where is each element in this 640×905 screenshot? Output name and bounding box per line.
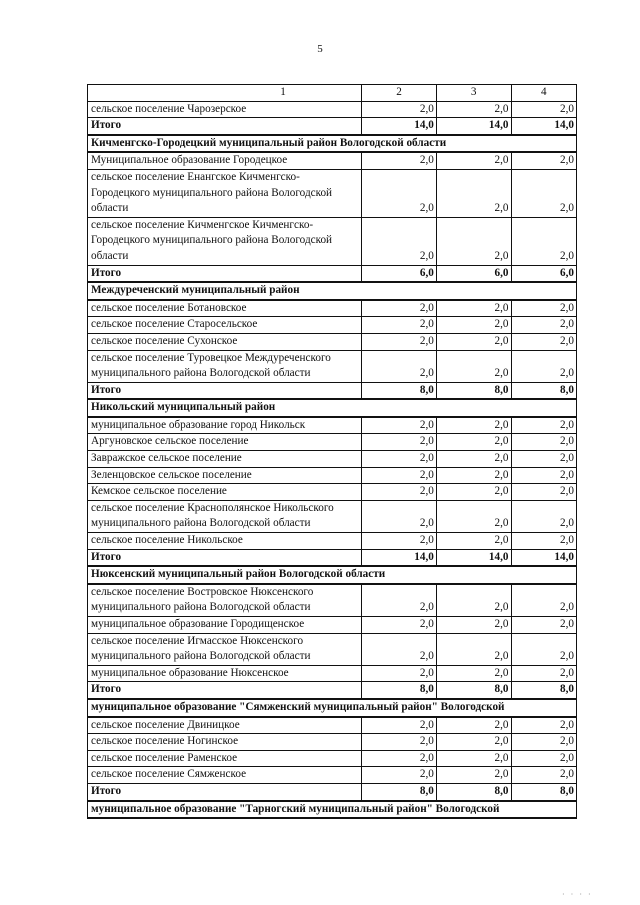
table-row — [88, 750, 577, 767]
value-cell-col4: 14,0 — [511, 549, 577, 566]
value-cell-col2: 2,0 — [362, 101, 437, 118]
value-cell-col3: 2,0 — [436, 484, 511, 501]
value-cell-col4: 14,0 — [511, 118, 577, 135]
value-cell-col4: 2,0 — [511, 584, 577, 617]
value-cell-col2: 2,0 — [362, 500, 437, 532]
value-cell-col4: 2,0 — [511, 750, 577, 767]
column-header-3: 3 — [436, 85, 511, 102]
value-cell-col4: 2,0 — [511, 317, 577, 334]
value-cell-col4: 2,0 — [511, 767, 577, 784]
table-row — [88, 451, 577, 468]
section-header-row — [88, 135, 577, 153]
table-row — [88, 734, 577, 751]
section-header-row — [88, 566, 577, 584]
section-title: муниципальное образование "Тарногский муниципальный район" Вологодской — [88, 801, 577, 819]
value-cell-col2: 2,0 — [362, 350, 437, 382]
table-row — [88, 665, 577, 682]
value-cell-col4: 8,0 — [511, 382, 577, 399]
value-cell-col3: 2,0 — [436, 101, 511, 118]
value-cell-col3: 2,0 — [436, 333, 511, 350]
value-cell-col4: 2,0 — [511, 350, 577, 382]
section-title: Никольский муниципальный район — [88, 399, 577, 417]
value-cell-col2: 6,0 — [362, 265, 437, 282]
settlement-name: сельское поселение Сухонское — [88, 333, 362, 350]
value-cell-col2: 2,0 — [362, 617, 437, 634]
value-cell-col3: 14,0 — [436, 549, 511, 566]
settlement-name: сельское поселение Востровское Нюксенского муниципального района Вологодской области — [88, 584, 362, 617]
value-cell-col2: 2,0 — [362, 484, 437, 501]
settlement-name: Кемское сельское поселение — [88, 484, 362, 501]
value-cell-col2: 2,0 — [362, 317, 437, 334]
total-row — [88, 265, 577, 282]
table-row — [88, 317, 577, 334]
section-header-row — [88, 399, 577, 417]
settlement-name: сельское поселение Чарозерское — [88, 101, 362, 118]
page-number: 5 — [317, 43, 323, 55]
value-cell-col3: 2,0 — [436, 217, 511, 265]
section-title: Нюксенский муниципальный район Вологодской области — [88, 566, 577, 584]
settlement-name: Муниципальное образование Городецкое — [88, 152, 362, 169]
value-cell-col3: 2,0 — [436, 734, 511, 751]
settlement-name: сельское поселение Туровецкое Междуреченского муниципального района Вологодской области — [88, 350, 362, 382]
value-cell-col3: 2,0 — [436, 451, 511, 468]
table-row — [88, 333, 577, 350]
value-cell-col2: 2,0 — [362, 665, 437, 682]
total-label: Итого — [88, 783, 362, 800]
column-header-4: 4 — [511, 85, 577, 102]
value-cell-col4: 2,0 — [511, 633, 577, 665]
value-cell-col3: 2,0 — [436, 152, 511, 169]
section-title: муниципальное образование "Сямженский муниципальный район" Вологодской — [88, 699, 577, 717]
table-row — [88, 152, 577, 169]
table-header-row — [88, 85, 577, 102]
value-cell-col2: 2,0 — [362, 217, 437, 265]
value-cell-col4: 2,0 — [511, 467, 577, 484]
settlement-name: Аргуновское сельское поселение — [88, 434, 362, 451]
settlement-name: сельское поселение Кичменгское Кичменгско-Городецкого муниципального района Вологодской области — [88, 217, 362, 265]
settlement-name: сельское поселение Сямженское — [88, 767, 362, 784]
value-cell-col4: 2,0 — [511, 169, 577, 217]
data-table — [87, 84, 577, 819]
value-cell-col4: 2,0 — [511, 152, 577, 169]
value-cell-col3: 2,0 — [436, 467, 511, 484]
value-cell-col4: 2,0 — [511, 300, 577, 317]
value-cell-col3: 2,0 — [436, 584, 511, 617]
settlement-name: муниципальное образование город Никольск — [88, 417, 362, 434]
column-header-2: 2 — [362, 85, 437, 102]
value-cell-col4: 8,0 — [511, 783, 577, 800]
value-cell-col2: 2,0 — [362, 451, 437, 468]
table-row — [88, 434, 577, 451]
value-cell-col3: 2,0 — [436, 434, 511, 451]
settlement-name: муниципальное образование Городищенское — [88, 617, 362, 634]
settlement-name: сельское поселение Старосельское — [88, 317, 362, 334]
section-title: Кичменгско-Городецкий муниципальный район Вологодской области — [88, 135, 577, 153]
table-row — [88, 767, 577, 784]
value-cell-col3: 8,0 — [436, 682, 511, 699]
value-cell-col4: 2,0 — [511, 333, 577, 350]
value-cell-col4: 6,0 — [511, 265, 577, 282]
corner-scan-mark: · · · · — [562, 890, 593, 899]
value-cell-col2: 14,0 — [362, 118, 437, 135]
value-cell-col3: 2,0 — [436, 317, 511, 334]
value-cell-col3: 2,0 — [436, 500, 511, 532]
value-cell-col3: 2,0 — [436, 750, 511, 767]
value-cell-col2: 2,0 — [362, 584, 437, 617]
total-row — [88, 382, 577, 399]
total-label: Итого — [88, 265, 362, 282]
value-cell-col2: 2,0 — [362, 152, 437, 169]
value-cell-col4: 2,0 — [511, 734, 577, 751]
value-cell-col2: 2,0 — [362, 717, 437, 734]
value-cell-col4: 2,0 — [511, 101, 577, 118]
settlement-name: Завражское сельское поселение — [88, 451, 362, 468]
value-cell-col3: 2,0 — [436, 533, 511, 550]
value-cell-col4: 2,0 — [511, 717, 577, 734]
total-row — [88, 118, 577, 135]
settlement-name: муниципальное образование Нюксенское — [88, 665, 362, 682]
value-cell-col4: 2,0 — [511, 417, 577, 434]
total-label: Итого — [88, 549, 362, 566]
total-row — [88, 549, 577, 566]
table-row — [88, 717, 577, 734]
total-row — [88, 682, 577, 699]
value-cell-col3: 2,0 — [436, 350, 511, 382]
value-cell-col2: 2,0 — [362, 333, 437, 350]
table-row — [88, 467, 577, 484]
value-cell-col2: 2,0 — [362, 734, 437, 751]
value-cell-col4: 2,0 — [511, 665, 577, 682]
section-header-row — [88, 801, 577, 819]
value-cell-col3: 2,0 — [436, 717, 511, 734]
total-label: Итого — [88, 118, 362, 135]
value-cell-col2: 2,0 — [362, 434, 437, 451]
settlement-name: сельское поселение Игмасское Нюксенского муниципального района Вологодской области — [88, 633, 362, 665]
table-row — [88, 533, 577, 550]
settlement-name: сельское поселение Енангское Кичменгско-Городецкого муниципального района Вологодской области — [88, 169, 362, 217]
value-cell-col3: 2,0 — [436, 300, 511, 317]
total-label: Итого — [88, 382, 362, 399]
value-cell-col2: 8,0 — [362, 682, 437, 699]
value-cell-col4: 2,0 — [511, 451, 577, 468]
value-cell-col3: 2,0 — [436, 417, 511, 434]
value-cell-col4: 2,0 — [511, 533, 577, 550]
value-cell-col2: 2,0 — [362, 533, 437, 550]
settlement-name: сельское поселение Раменское — [88, 750, 362, 767]
section-header-row — [88, 699, 577, 717]
settlement-name: Зеленцовское сельское поселение — [88, 467, 362, 484]
value-cell-col2: 2,0 — [362, 467, 437, 484]
value-cell-col4: 2,0 — [511, 434, 577, 451]
value-cell-col4: 2,0 — [511, 617, 577, 634]
value-cell-col4: 2,0 — [511, 500, 577, 532]
column-header-1: 1 — [88, 85, 362, 102]
value-cell-col2: 2,0 — [362, 169, 437, 217]
settlement-name: сельское поселение Никольское — [88, 533, 362, 550]
table-row — [88, 350, 577, 382]
settlement-name: сельское поселение Двиницкое — [88, 717, 362, 734]
value-cell-col4: 2,0 — [511, 484, 577, 501]
section-header-row — [88, 282, 577, 300]
value-cell-col2: 2,0 — [362, 633, 437, 665]
settlement-name: сельское поселение Ботановское — [88, 300, 362, 317]
table-row — [88, 617, 577, 634]
table-row — [88, 417, 577, 434]
table-row — [88, 169, 577, 217]
value-cell-col3: 2,0 — [436, 169, 511, 217]
table-row — [88, 500, 577, 532]
value-cell-col4: 8,0 — [511, 682, 577, 699]
table-row — [88, 484, 577, 501]
value-cell-col2: 8,0 — [362, 382, 437, 399]
table-row — [88, 217, 577, 265]
value-cell-col2: 2,0 — [362, 767, 437, 784]
value-cell-col3: 2,0 — [436, 633, 511, 665]
value-cell-col2: 8,0 — [362, 783, 437, 800]
table-row — [88, 584, 577, 617]
total-label: Итого — [88, 682, 362, 699]
value-cell-col4: 2,0 — [511, 217, 577, 265]
value-cell-col3: 14,0 — [436, 118, 511, 135]
value-cell-col3: 2,0 — [436, 617, 511, 634]
table-row — [88, 101, 577, 118]
table-body — [88, 85, 577, 819]
value-cell-col2: 2,0 — [362, 300, 437, 317]
value-cell-col2: 2,0 — [362, 417, 437, 434]
section-title: Междуреченский муниципальный район — [88, 282, 577, 300]
value-cell-col2: 14,0 — [362, 549, 437, 566]
value-cell-col2: 2,0 — [362, 750, 437, 767]
settlement-name: сельское поселение Краснополянское Никольского муниципального района Вологодской области — [88, 500, 362, 532]
value-cell-col3: 2,0 — [436, 767, 511, 784]
table-row — [88, 633, 577, 665]
table-row — [88, 300, 577, 317]
settlement-name: сельское поселение Ногинское — [88, 734, 362, 751]
total-row — [88, 783, 577, 800]
value-cell-col3: 2,0 — [436, 665, 511, 682]
value-cell-col3: 8,0 — [436, 382, 511, 399]
value-cell-col3: 6,0 — [436, 265, 511, 282]
value-cell-col3: 8,0 — [436, 783, 511, 800]
